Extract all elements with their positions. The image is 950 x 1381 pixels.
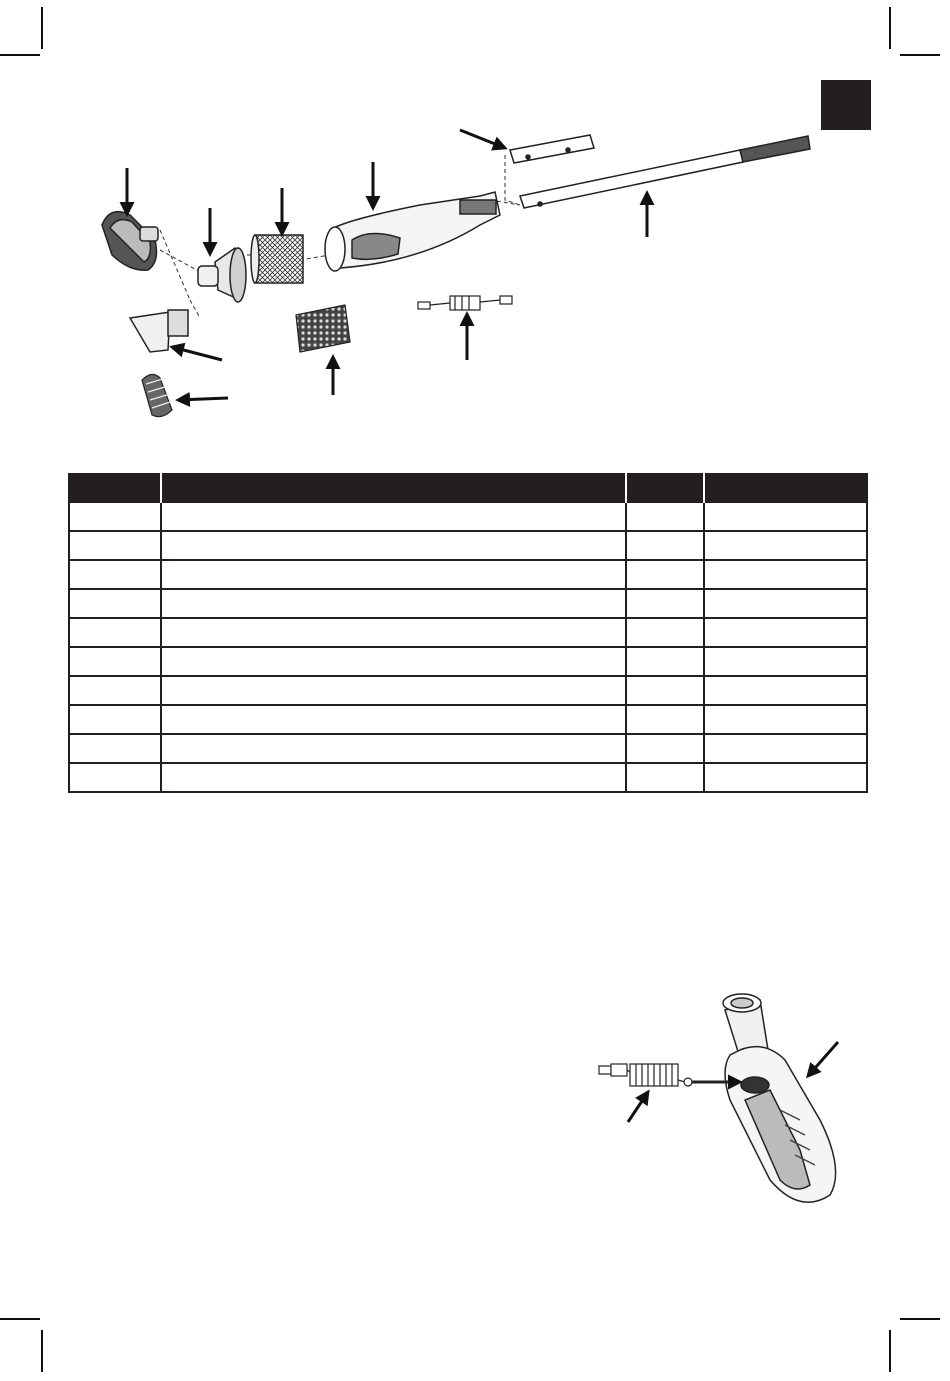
table-cell: [69, 763, 161, 792]
table-cell: [69, 705, 161, 734]
table-cell: [161, 502, 626, 531]
table-row: [69, 560, 867, 589]
table-row: [69, 734, 867, 763]
pointer-arrows: [127, 130, 647, 400]
table-cell: [161, 734, 626, 763]
short-pole-section-icon: [510, 135, 594, 163]
vacuum-body-icon: [325, 192, 500, 271]
flat-filter-sheet-icon: [296, 305, 350, 352]
table-cell: [626, 618, 704, 647]
wide-nozzle-icon: [130, 310, 188, 352]
table-cell: [704, 589, 867, 618]
table-cell: [704, 734, 867, 763]
cone-adapter-icon: [198, 248, 246, 302]
exploded-parts-diagram: [0, 0, 950, 460]
charging-cable-icon: [627, 1064, 740, 1086]
vacuum-body-icon: [723, 994, 836, 1202]
table-cell: [69, 647, 161, 676]
crop-mark-bottom-left-horizontal: [0, 1318, 40, 1320]
table-row: [69, 676, 867, 705]
table-cell: [69, 531, 161, 560]
arrow-charging-cable: [628, 1092, 648, 1122]
crop-mark-bottom-left-vertical: [41, 1330, 43, 1372]
bristle-brush-icon: [142, 374, 172, 416]
table-cell: [704, 502, 867, 531]
wheeled-brush-head-icon: [102, 212, 158, 271]
table-cell: [704, 647, 867, 676]
table-header-cell: [161, 473, 626, 502]
crop-mark-bottom-right-vertical: [889, 1330, 891, 1372]
table-cell: [69, 676, 161, 705]
table-cell: [161, 560, 626, 589]
table-row: [69, 502, 867, 531]
table-cell: [161, 676, 626, 705]
table-cell: [69, 589, 161, 618]
table-header-cell: [626, 473, 704, 502]
table-header-cell: [704, 473, 867, 502]
table-cell: [69, 618, 161, 647]
arrow-bristle-brush: [178, 398, 228, 400]
table-cell: [626, 589, 704, 618]
table-cell: [161, 589, 626, 618]
table-cell: [69, 734, 161, 763]
table-header-row: [69, 473, 867, 502]
table-header-cell: [69, 473, 161, 502]
table-cell: [704, 560, 867, 589]
cylindrical-filter-icon: [251, 235, 303, 283]
crop-mark-bottom-right-horizontal: [900, 1318, 940, 1320]
table-row: [69, 763, 867, 792]
table-cell: [69, 502, 161, 531]
table-cell: [626, 502, 704, 531]
arrow-vacuum-body: [808, 1042, 838, 1076]
table-cell: [704, 618, 867, 647]
parts-table: [68, 473, 868, 793]
table-cell: [161, 618, 626, 647]
table-row: [69, 705, 867, 734]
table-cell: [161, 647, 626, 676]
table-row: [69, 531, 867, 560]
table-cell: [626, 705, 704, 734]
table-row: [69, 618, 867, 647]
table-row: [69, 589, 867, 618]
table-cell: [704, 531, 867, 560]
table-cell: [69, 560, 161, 589]
table-row: [69, 647, 867, 676]
table-cell: [626, 531, 704, 560]
table-cell: [704, 705, 867, 734]
table-cell: [626, 647, 704, 676]
usb-plug-icon: [599, 1064, 627, 1076]
usb-charging-cable-icon: [418, 296, 512, 310]
pointer-arrows: [628, 1042, 838, 1122]
arrow-short-pole: [460, 130, 505, 148]
table-cell: [704, 676, 867, 705]
table-cell: [626, 676, 704, 705]
table-cell: [161, 705, 626, 734]
table-cell: [161, 531, 626, 560]
table-cell: [626, 734, 704, 763]
table-cell: [704, 763, 867, 792]
arrow-wide-nozzle: [172, 347, 222, 360]
table-cell: [161, 763, 626, 792]
table-cell: [626, 763, 704, 792]
table-cell: [626, 560, 704, 589]
